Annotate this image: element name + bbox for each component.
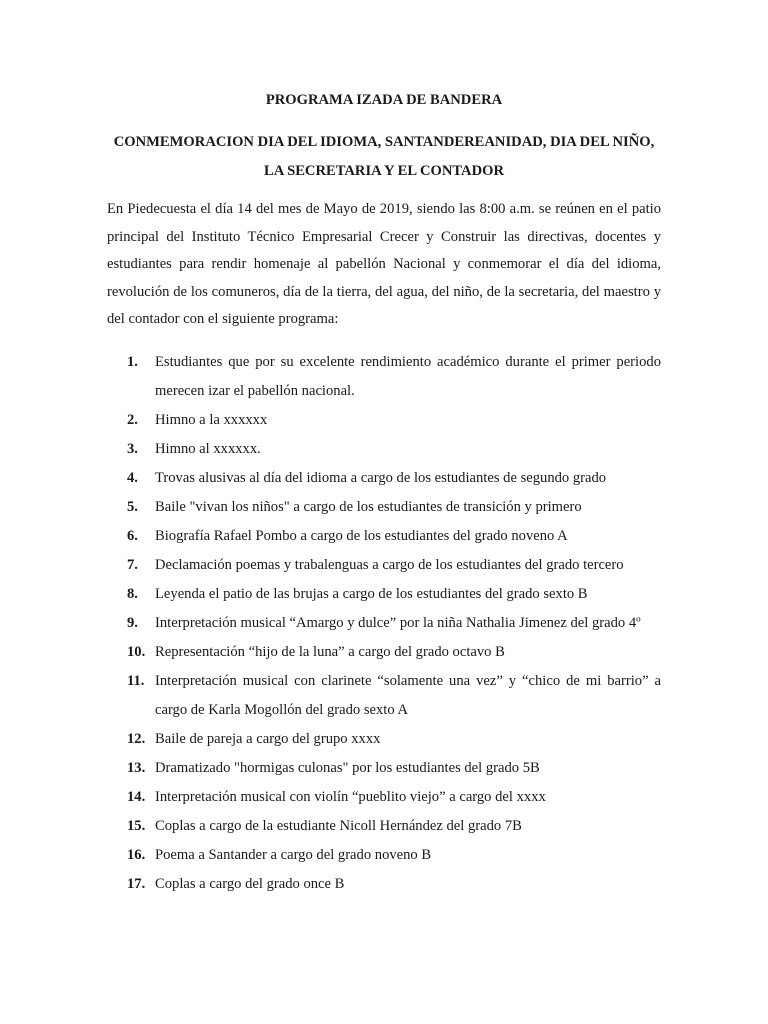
item-number: 9.: [127, 614, 138, 631]
item-text: Poema a Santander a cargo del grado noveno B: [155, 846, 432, 863]
item-number: 7.: [127, 556, 138, 573]
item-text: Coplas a cargo de la estudiante Nicoll Hernández del grado 7B: [155, 817, 522, 834]
list-item: [107, 783, 661, 812]
list-item: [107, 348, 661, 406]
list-item: [107, 870, 661, 899]
item-number: 16.: [127, 846, 146, 863]
item-number: 10.: [127, 643, 146, 660]
list-item: [107, 522, 661, 551]
list-item: [107, 841, 661, 870]
item-number: 17.: [127, 875, 146, 892]
item-number: 1.: [127, 353, 138, 370]
item-text: Trovas alusivas al día del idioma a cargo de los estudiantes de segundo grado: [155, 469, 607, 486]
list-item: [107, 667, 661, 725]
item-number: 13.: [127, 759, 146, 776]
list-item: [107, 551, 661, 580]
document-page: [107, 90, 661, 899]
list-item: [107, 609, 661, 638]
list-item: [107, 435, 661, 464]
item-number: 8.: [127, 585, 138, 602]
item-text: Interpretación musical con clarinete “solamente una vez” y “chico de mi barrio” a cargo de Karla Mogollón del grado sexto A: [155, 672, 661, 718]
item-text: Coplas a cargo del grado once B: [155, 875, 345, 892]
item-text: Estudiantes que por su excelente rendimiento académico durante el primer periodo merecen izar el pabellón nacional.: [155, 353, 661, 399]
item-number: 11.: [127, 672, 145, 689]
list-item: [107, 725, 661, 754]
item-number: 2.: [127, 411, 138, 428]
item-text: Leyenda el patio de las brujas a cargo de los estudiantes del grado sexto B: [155, 585, 588, 602]
document-title: PROGRAMA IZADA DE BANDERA: [265, 92, 503, 108]
item-number: 14.: [127, 788, 146, 805]
list-item: [107, 464, 661, 493]
item-number: 6.: [127, 527, 138, 544]
item-number: 15.: [127, 817, 146, 834]
item-number: 3.: [127, 440, 138, 457]
item-text: Interpretación musical “Amargo y dulce” por la niña Nathalia Jimenez del grado 4º: [155, 614, 641, 631]
intro-paragraph: En Piedecuesta el día 14 del mes de Mayo de 2019, siendo las 8:00 a.m. se reúnen en el patio principal del Instituto Técnico Empresarial Crecer y Construir las directivas, docentes y estudiantes para rendir homenaje al pabellón Nacional y conmemorar el día del idioma, revolución de los comuneros, día de la tierra, del agua, del niño, de la secretaria, del maestro y del contador con el siguiente programa:: [107, 201, 661, 327]
item-text: Baile de pareja a cargo del grupo xxxx: [155, 730, 381, 747]
item-text: Dramatizado "hormigas culonas" por los estudiantes del grado 5B: [155, 759, 540, 776]
item-number: 12.: [127, 730, 146, 747]
item-text: Representación “hijo de la luna” a cargo del grado octavo B: [155, 643, 505, 660]
list-item: [107, 812, 661, 841]
item-number: 5.: [127, 498, 138, 515]
list-item: [107, 638, 661, 667]
program-list: [107, 348, 661, 899]
list-item: [107, 406, 661, 435]
item-text: Himno al xxxxxx.: [155, 440, 261, 457]
list-item: [107, 493, 661, 522]
item-text: Baile "vivan los niños" a cargo de los estudiantes de transición y primero: [155, 498, 582, 515]
list-item: [107, 580, 661, 609]
item-text: Declamación poemas y trabalenguas a cargo de los estudiantes del grado tercero: [155, 556, 624, 573]
document-subtitle: CONMEMORACION DIA DEL IDIOMA, SANTANDEREANIDAD, DIA DEL NIÑO, LA SECRETARIA Y EL CONTADOR: [113, 134, 655, 179]
item-number: 4.: [127, 469, 138, 486]
item-text: Interpretación musical con violín “pueblito viejo” a cargo del xxxx: [155, 788, 546, 805]
item-text: Himno a la xxxxxx: [155, 411, 268, 428]
list-item: [107, 754, 661, 783]
item-text: Biografía Rafael Pombo a cargo de los estudiantes del grado noveno A: [155, 527, 568, 544]
